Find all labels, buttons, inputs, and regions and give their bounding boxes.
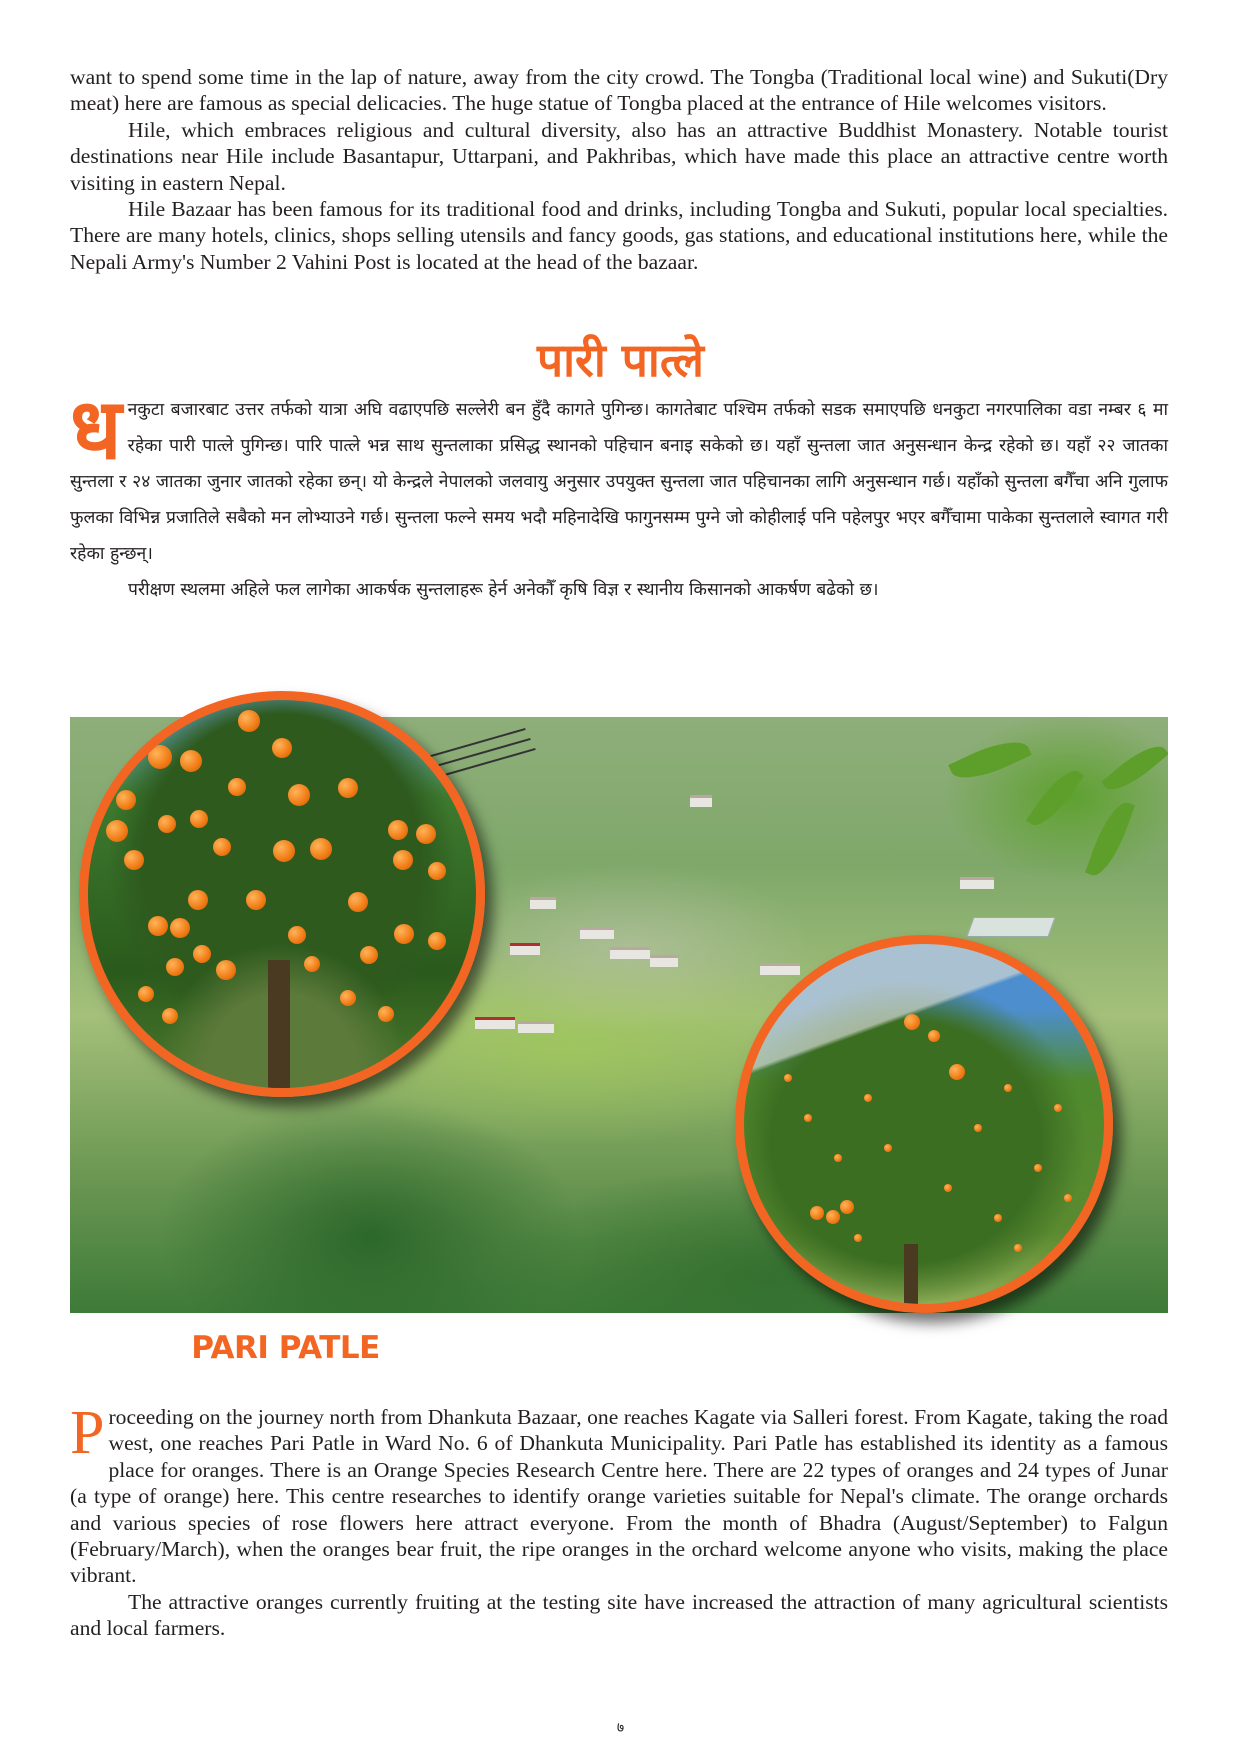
orange-fruit [840, 1200, 854, 1214]
orange-fruit [190, 810, 208, 828]
english-paragraph: The attractive oranges currently fruiting at the testing site have increased the attraction of many agricultural scientists and local farmers. [70, 1589, 1168, 1641]
orange-fruit [360, 946, 378, 964]
house [960, 877, 994, 889]
greenhouse [966, 917, 1055, 937]
orange-fruit [388, 820, 408, 840]
intro-paragraph: Hile, which embraces religious and cultural diversity, also has an attractive Buddhist Monastery. Notable tourist destinations near Hile include Basantapur, Uttarpani, and Pakhribas, which have made this place an attractive centre worth visiting in eastern Nepal. [70, 117, 1168, 195]
orange-fruit [288, 926, 306, 944]
orange-fruit [1034, 1164, 1042, 1172]
house [650, 955, 678, 967]
orange-fruit [904, 1014, 920, 1030]
orange-fruit [1054, 1104, 1062, 1112]
orange-fruit [340, 990, 356, 1006]
leaf [1085, 797, 1135, 880]
english-paragraph [70, 1399, 1168, 1589]
orange-fruit [784, 1074, 792, 1082]
tree-trunk [268, 960, 290, 1090]
orange-fruit [1004, 1084, 1012, 1092]
orange-fruit [834, 1154, 842, 1162]
orange-fruit [124, 850, 144, 870]
house [518, 1021, 554, 1033]
orange-fruit [854, 1234, 862, 1242]
orange-tree-photo-left [79, 691, 485, 1097]
orange-fruit [148, 916, 168, 936]
leaf [1101, 737, 1168, 799]
orange-fruit [238, 710, 260, 732]
house [530, 897, 556, 909]
orange-fruit [188, 890, 208, 910]
english-text-block [70, 1399, 1168, 1642]
orange-fruit [170, 918, 190, 938]
tree-trunk [904, 1244, 918, 1313]
orange-fruit [180, 750, 202, 772]
orange-fruit [138, 986, 154, 1002]
orange-fruit [228, 778, 246, 796]
orange-fruit [166, 958, 184, 976]
orange-fruit [272, 738, 292, 758]
orange-fruit [304, 956, 320, 972]
english-drop-cap: P [70, 1399, 105, 1467]
orange-fruit [106, 820, 128, 842]
orange-fruit [393, 850, 413, 870]
english-paragraph-text: roceeding on the journey north from Dhankuta Bazaar, one reaches Kagate via Salleri forest. From Kagate, taking the road west, one reaches Pari Patle in Ward No. 6 of Dhankuta Municipality. Pari Patle has established its identity as a famous place for oranges. There is an Orange Species Research Centre here. There are 22 types of oranges and 24 types of Junar (a type of orange) here. This centre researches to identify orange varieties suitable for Nepal's climate. The orange orchards and various species of rose flowers here attract everyone. From the month of Bhadra (August/September) to Falgun (February/March), when the oranges bear fruit, the ripe oranges in the orchard welcome anyone who visits, making the place vibrant. [70, 1405, 1168, 1588]
orange-fruit [428, 862, 446, 880]
orange-fruit [348, 892, 368, 912]
orange-fruit [1014, 1244, 1022, 1252]
english-section-title: PARI PATLE [191, 1330, 380, 1366]
leaf [1026, 763, 1084, 833]
nepali-paragraph: परीक्षण स्थलमा अहिले फल लागेका आकर्षक सुन्तलाहरू हेर्न अनेकौँ कृषि विज्ञ र स्थानीय किसानको आकर्षण बढेको छ। [128, 580, 879, 600]
nepali-drop-cap: ध [70, 380, 122, 478]
orange-fruit [994, 1214, 1002, 1222]
intro-paragraph: Hile Bazaar has been famous for its traditional food and drinks, including Tongba and Sukuti, popular local specialties. There are many hotels, clinics, shops selling utensils and fancy goods, gas stations, and educational institutions here, while the Nepali Army's Number 2 Vahini Post is located at the head of the bazaar. [70, 197, 1168, 274]
nepali-text-block [70, 380, 1168, 608]
orange-fruit [338, 778, 358, 798]
leaf [948, 731, 1031, 788]
page-number: ७ [616, 1720, 625, 1736]
orange-fruit [826, 1210, 840, 1224]
orange-fruit [213, 838, 231, 856]
orange-fruit [246, 890, 266, 910]
orange-fruit [162, 1008, 178, 1024]
orange-fruit [310, 838, 332, 860]
orange-fruit [928, 1030, 940, 1042]
photo-collage [70, 717, 1168, 1313]
orange-fruit [416, 824, 436, 844]
orange-orchard-photo-right [735, 935, 1113, 1313]
orange-fruit [394, 924, 414, 944]
house [760, 963, 800, 975]
orange-fruit [288, 784, 310, 806]
orange-fruit [1064, 1194, 1072, 1202]
orange-fruit [428, 932, 446, 950]
orange-fruit [116, 790, 136, 810]
house [475, 1017, 515, 1029]
orange-fruit [193, 945, 211, 963]
house [610, 947, 650, 959]
orange-fruit [216, 960, 236, 980]
orange-fruit [158, 815, 176, 833]
orange-fruit [944, 1184, 952, 1192]
house [510, 943, 540, 955]
orange-fruit [804, 1114, 812, 1122]
house [580, 927, 614, 939]
orange-fruit [148, 745, 172, 769]
orange-fruit [810, 1206, 824, 1220]
nepali-paragraph [70, 380, 1168, 572]
nepali-section-title: पारी पात्ले [537, 333, 704, 387]
orange-fruit [949, 1064, 965, 1080]
house [690, 795, 712, 807]
orange-fruit [884, 1144, 892, 1152]
orange-fruit [864, 1094, 872, 1102]
nepali-paragraph-text: नकुटा बजारबाट उत्तर तर्फको यात्रा अघि वढाएपछि सल्लेरी बन हुँदै कागते पुगिन्छ। कागतेबाट पश्चिम तर्फको सडक समाएपछि धनकुटा नगरपालिका वडा नम्बर ६ मा रहेका पारी पात्ले पुगिन्छ। पारि पात्ले भन्न साथ सुन्तलाका प्रसिद्ध स्थानको पहिचान बनाइ सकेको छ। यहाँ सुन्तला जात अनुसन्धान केन्द्र रहेको छ। यहाँ २२ जातका सुन्तला र २४ जातका जुनार जातको रहेका छन्। यो केन्द्रले नेपालको जलवायु अनुसार उपयुक्त सुन्तला जात पहिचानका लागि अनुसन्धान गर्छ। यहाँको सुन्तला बगैँचा अनि गुलाफ फुलका विभिन्न प्रजातिले सबैको मन लोभ्याउने गर्छ। सुन्तला फल्ने समय भदौ महिनादेखि फागुनसम्म पुग्ने जो कोहीलाई पनि पहेलपुर भएर बगैँचामा पाकेका सुन्तलाले स्वागत गरी रहेका हुन्छन्। [70, 400, 1168, 564]
orange-fruit [273, 840, 295, 862]
intro-text-block [70, 64, 1168, 275]
orange-fruit [378, 1006, 394, 1022]
intro-paragraph: want to spend some time in the lap of nature, away from the city crowd. The Tongba (Traditional local wine) and Sukuti(Dry meat) here are famous as special delicacies. The huge statue of Tongba placed at the entrance of Hile welcomes visitors. [70, 65, 1168, 116]
orange-fruit [974, 1124, 982, 1132]
